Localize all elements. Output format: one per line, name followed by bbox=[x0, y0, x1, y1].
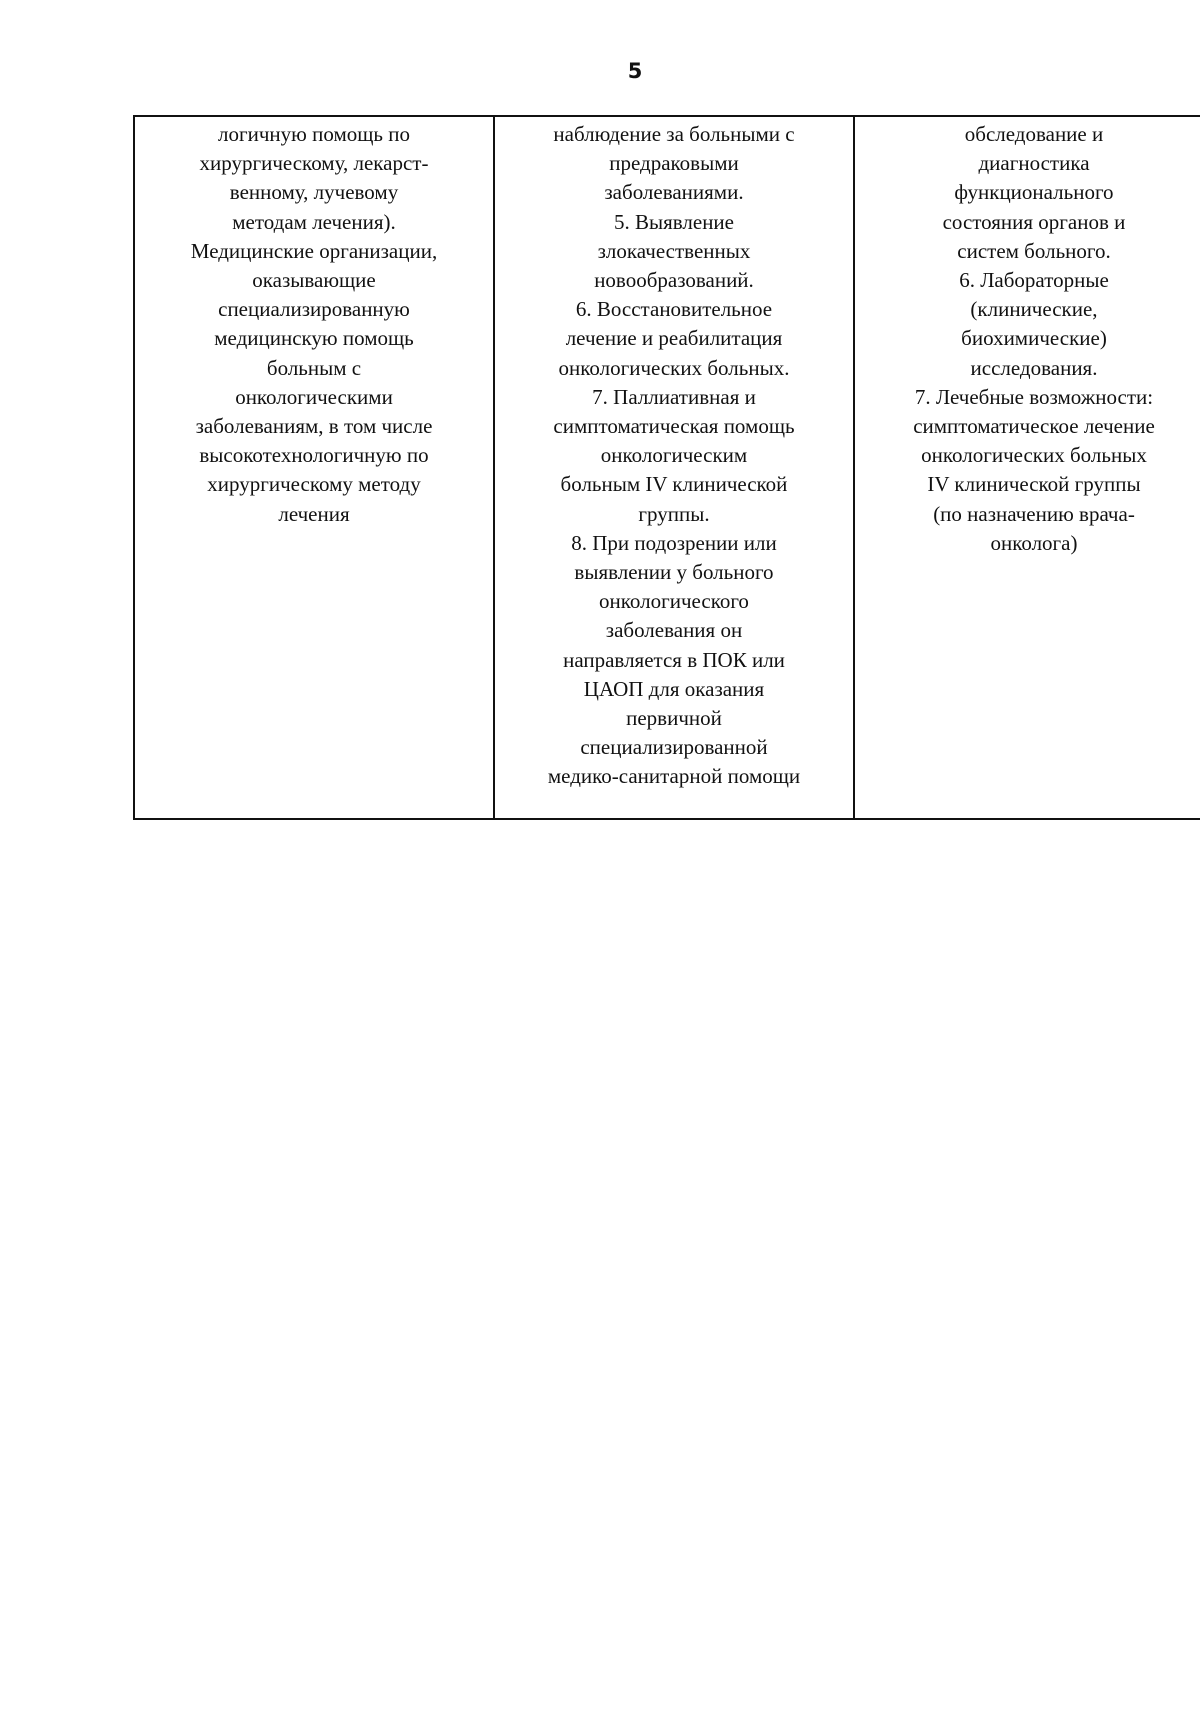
cell-text-line: оказывающие bbox=[252, 268, 376, 293]
cell-text-line: злокачественных bbox=[597, 238, 751, 263]
cell-text-line: заболеваниями. bbox=[604, 180, 744, 205]
cell-text-line: медико-санитарной помощи bbox=[547, 764, 801, 789]
cell-text-line: венному, лучевому bbox=[229, 180, 399, 205]
table-row bbox=[134, 116, 1200, 819]
cell-text-line: лечение и реабилитация bbox=[565, 326, 783, 351]
cell-text-line: симптоматическая помощь bbox=[553, 414, 795, 439]
cell-text-line: больным IV клинической bbox=[560, 472, 788, 497]
cell-text-line: ЦАОП для оказания bbox=[583, 676, 765, 701]
cell-text-line: (клинические, bbox=[970, 297, 1098, 322]
cell-text-line: 6. Лабораторные bbox=[959, 268, 1109, 293]
table-cell-column-1 bbox=[134, 116, 494, 819]
cell-text-line: онкологическим bbox=[600, 443, 748, 468]
cell-text-line: заболевания он bbox=[605, 618, 743, 643]
cell-text-line: 8. При подозрении или bbox=[571, 530, 777, 555]
cell-text-line: наблюдение за больными с bbox=[553, 122, 795, 146]
cell-text-line: биохимические) bbox=[961, 326, 1107, 351]
cell-text-line: онкологических больных. bbox=[558, 355, 790, 380]
cell-text-line: функционального bbox=[954, 180, 1114, 205]
cell-text-line: онколога) bbox=[990, 530, 1078, 555]
cell-text-line: новообразований. bbox=[594, 268, 754, 293]
cell-text-line: 6. Восстановительное bbox=[575, 297, 773, 322]
cell-text-line: предраковыми bbox=[609, 151, 739, 176]
cell-text-line: исследования. bbox=[970, 355, 1098, 380]
cell-text-line: заболеваниям, в том числе bbox=[195, 414, 433, 439]
cell-text-line: систем больного. bbox=[957, 238, 1111, 263]
cell-text-line: онкологических больных bbox=[921, 443, 1147, 468]
cell-text-line: первичной bbox=[626, 706, 722, 731]
cell-text-line: 7. Паллиативная и bbox=[592, 384, 756, 409]
cell-text-line: направляется в ПОК или bbox=[563, 647, 785, 672]
cell-text-line: хирургическому методу bbox=[207, 472, 421, 497]
cell-text-line: 5. Выявление bbox=[613, 209, 734, 234]
cell-text-line: лечения bbox=[278, 501, 350, 526]
cell-text-line: высокотехнологичную по bbox=[199, 443, 429, 468]
cell-text-line: группы. bbox=[638, 501, 710, 526]
cell-text-line: медицинскую помощь bbox=[214, 326, 414, 351]
cell-text-line: выявлении у больного bbox=[574, 560, 774, 585]
cell-text-line: IV клинической группы bbox=[927, 472, 1141, 497]
table-cell-column-2 bbox=[494, 116, 854, 819]
cell-text-line: онкологического bbox=[599, 589, 749, 614]
cell-text-line: онкологическими bbox=[235, 384, 393, 409]
cell-text-line: специализированную bbox=[218, 297, 410, 322]
cell-text-line: (по назначению врача- bbox=[933, 501, 1135, 526]
page-number: 5 bbox=[627, 59, 643, 83]
cell-text-line: состояния органов и bbox=[942, 209, 1126, 234]
cell-text-line: симптоматическое лечение bbox=[913, 414, 1155, 439]
cell-text-line: Медицинские организации, bbox=[190, 238, 438, 263]
cell-text-line: обследование и bbox=[964, 122, 1104, 146]
cell-text-line: хирургическому, лекарст- bbox=[199, 151, 429, 176]
cell-text-line: логичную помощь по bbox=[218, 122, 410, 146]
table-cell-column-3 bbox=[854, 116, 1200, 819]
cell-text-line: диагностика bbox=[978, 151, 1090, 176]
cell-text-line: больным с bbox=[266, 355, 362, 380]
cell-text-line: методам лечения). bbox=[232, 209, 396, 234]
cell-text-line: специализированной bbox=[580, 735, 768, 760]
cell-text-line: 7. Лечебные возможности: bbox=[914, 384, 1154, 409]
document-table bbox=[133, 115, 1200, 820]
